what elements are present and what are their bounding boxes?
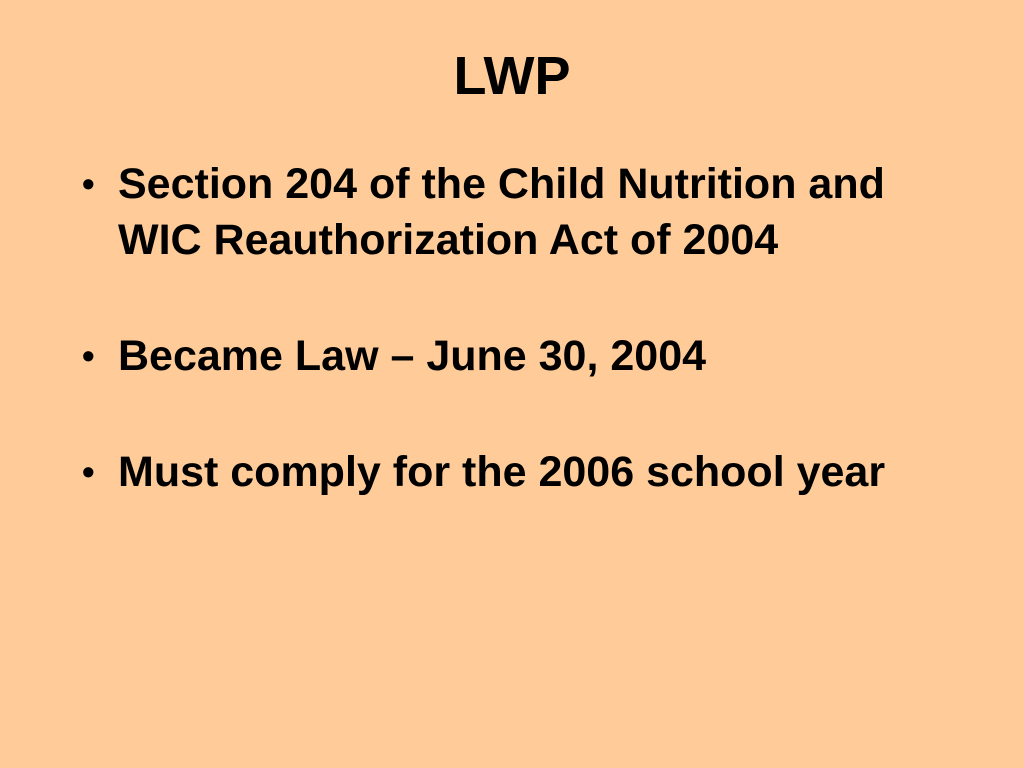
bullet-list	[82, 156, 962, 500]
bullet-item	[82, 444, 962, 500]
bullet-marker: •	[82, 163, 95, 204]
bullet-marker: •	[82, 335, 95, 376]
bullet-text: Section 204 of the Child Nutrition and WIC Reauthorization Act of 2004	[118, 160, 885, 264]
bullet-text: Became Law – June 30, 2004	[118, 332, 707, 380]
slide-title: LWP	[453, 46, 571, 106]
bullet-item	[82, 156, 962, 268]
bullet-text: Must comply for the 2006 school year	[118, 448, 886, 496]
bullet-marker: •	[82, 451, 95, 492]
bullet-item	[82, 328, 962, 384]
